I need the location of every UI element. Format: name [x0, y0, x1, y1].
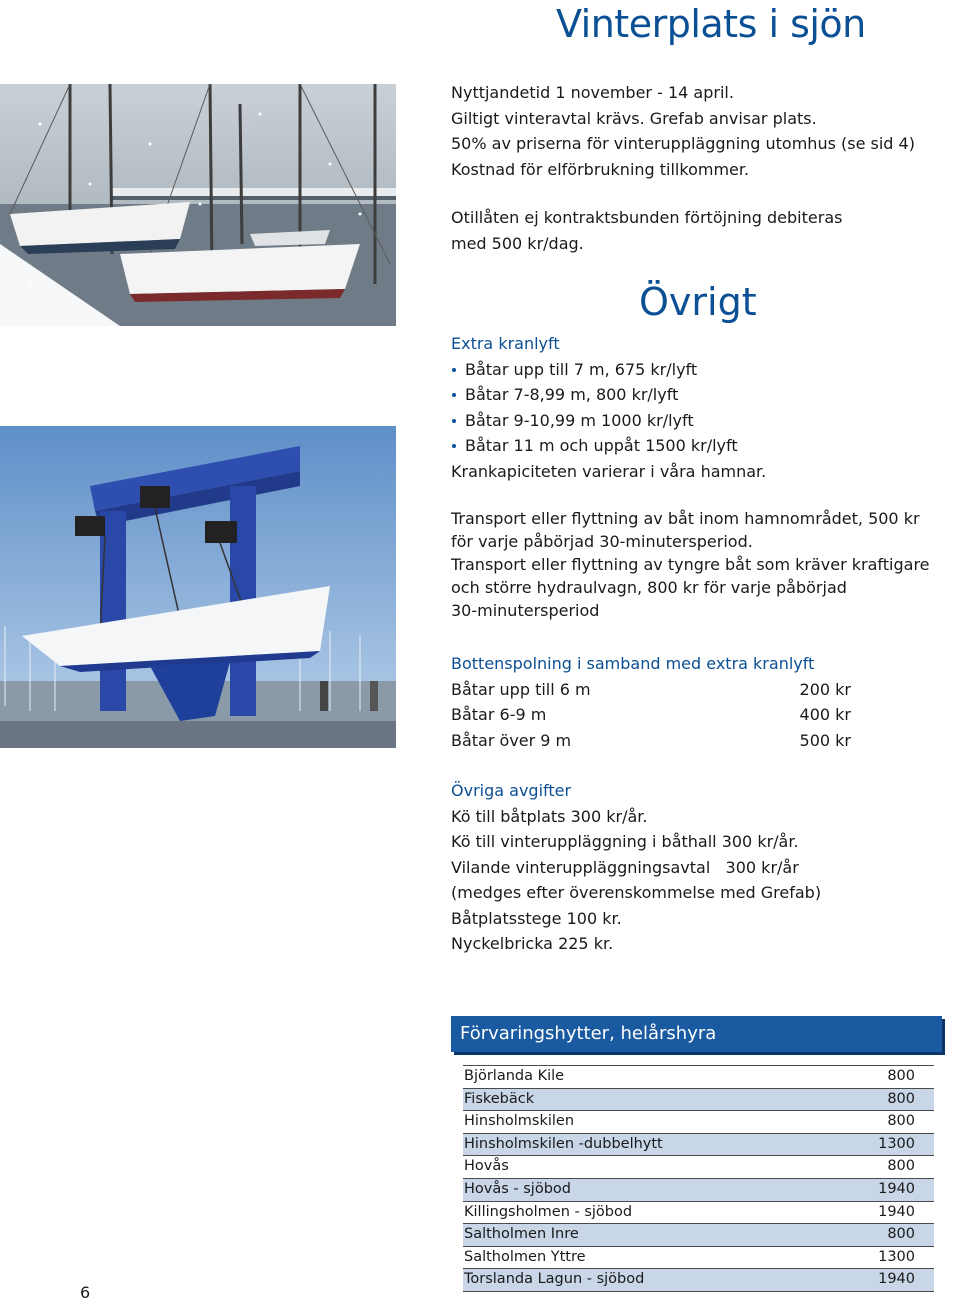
kranlyft-item: Båtar 9-10,99 m 1000 kr/lyft — [451, 408, 931, 434]
price-row — [451, 728, 851, 754]
price-value: 500 kr — [799, 730, 851, 750]
location-name: Killingsholmen - sjöbod — [464, 1203, 633, 1220]
location-name: Saltholmen Inre — [464, 1226, 579, 1243]
table-row — [463, 1178, 934, 1201]
price-label: Båtar 6-9 m — [451, 705, 547, 724]
intro-block — [451, 80, 931, 256]
crane-lift-photo — [0, 426, 396, 748]
transport-line: för varje påbörjad 30-minutersperiod. — [451, 532, 753, 551]
ovrigt-heading: Övrigt — [639, 280, 757, 324]
price-value: 400 kr — [799, 705, 851, 724]
location-name: Björlanda Kile — [464, 1068, 565, 1084]
table-row — [463, 1110, 934, 1133]
location-price: 1940 — [878, 1271, 915, 1288]
transport-line: Transport eller flyttning av båt inom hamnområdet, 500 kr — [451, 509, 920, 528]
location-name: Hovås — [464, 1158, 509, 1175]
location-price: 800 — [887, 1090, 915, 1107]
winter-harbour-photo — [0, 84, 396, 326]
storage-table — [451, 1016, 942, 1292]
fee-line: Nyckelbricka 225 kr. — [451, 934, 614, 953]
fee-line: Kö till båtplats 300 kr/år. — [451, 806, 648, 826]
kranlyft-item: Båtar upp till 7 m, 675 kr/lyft — [451, 357, 931, 383]
page-title: Vinterplats i sjön — [556, 2, 866, 46]
fee-line: Vilande vinteruppläggningsavtal 300 kr/år — [451, 857, 799, 877]
table-row — [463, 1155, 934, 1178]
storage-table-title: Förvaringshytter, helårshyra — [451, 1016, 942, 1052]
price-row — [451, 702, 851, 728]
table-row — [463, 1133, 934, 1156]
transport-line: Transport eller flyttning av tyngre båt som kräver kraftigare — [451, 555, 930, 574]
page-number: 6 — [80, 1283, 91, 1302]
kranlyft-title: Extra kranlyft — [451, 334, 560, 353]
intro-line: 50% av priserna för vinteruppläggning utomhus (se sid 4) — [451, 134, 915, 153]
location-price: 1300 — [878, 1248, 915, 1265]
location-price: 800 — [887, 1068, 915, 1084]
location-price: 800 — [887, 1226, 915, 1243]
location-name: Fiskebäck — [464, 1090, 535, 1107]
fee-line: Kö till vinteruppläggning i båthall 300 kr/år. — [451, 832, 799, 851]
table-row — [463, 1223, 934, 1246]
intro-line: Giltigt vinteravtal krävs. Grefab anvisar plats. — [451, 108, 817, 128]
ovriga-avgifter-section — [451, 778, 931, 957]
location-price: 1940 — [878, 1203, 915, 1220]
bottenspolning-section — [451, 651, 851, 753]
kranlyft-item: Båtar 7-8,99 m, 800 kr/lyft — [451, 382, 931, 408]
ovriga-avgifter-title: Övriga avgifter — [451, 781, 572, 800]
kranlyft-item: Båtar 11 m och uppåt 1500 kr/lyft — [451, 433, 931, 459]
transport-line: 30-minutersperiod — [451, 601, 600, 620]
bottenspolning-title: Bottenspolning i samband med extra kranlyft — [451, 654, 815, 673]
kranlyft-note: Krankapiciteten varierar i våra hamnar. — [451, 461, 767, 481]
fee-line: (medges efter överenskommelse med Grefab) — [451, 883, 822, 902]
intro-line: Kostnad för elförbrukning tillkommer. — [451, 159, 750, 179]
price-value: 200 kr — [799, 679, 851, 699]
location-name: Hinsholmskilen -dubbelhytt — [464, 1135, 663, 1152]
table-row — [463, 1065, 934, 1088]
penalty-line: Otillåten ej kontraktsbunden förtöjning debiteras — [451, 208, 843, 227]
table-row — [463, 1246, 934, 1269]
penalty-line: med 500 kr/dag. — [451, 233, 584, 253]
transport-section — [451, 507, 931, 622]
table-row — [463, 1201, 934, 1224]
location-name: Hovås - sjöbod — [464, 1180, 571, 1197]
price-label: Båtar upp till 6 m — [451, 679, 591, 699]
location-price: 800 — [887, 1113, 915, 1130]
table-row — [463, 1268, 934, 1292]
location-name: Torslanda Lagun - sjöbod — [464, 1271, 645, 1288]
kranlyft-section — [451, 331, 931, 484]
location-price: 1940 — [878, 1180, 915, 1197]
location-name: Saltholmen Yttre — [464, 1248, 586, 1265]
location-price: 1300 — [878, 1135, 915, 1152]
price-label: Båtar över 9 m — [451, 730, 572, 750]
price-row — [451, 677, 851, 703]
location-price: 800 — [887, 1158, 915, 1175]
fee-line: Båtplatsstege 100 kr. — [451, 908, 622, 928]
location-name: Hinsholmskilen — [464, 1113, 575, 1130]
table-row — [463, 1088, 934, 1111]
storage-table-body — [463, 1065, 934, 1292]
intro-line: Nyttjandetid 1 november - 14 april. — [451, 83, 734, 102]
transport-line: och större hydraulvagn, 800 kr för varje påbörjad — [451, 578, 847, 597]
